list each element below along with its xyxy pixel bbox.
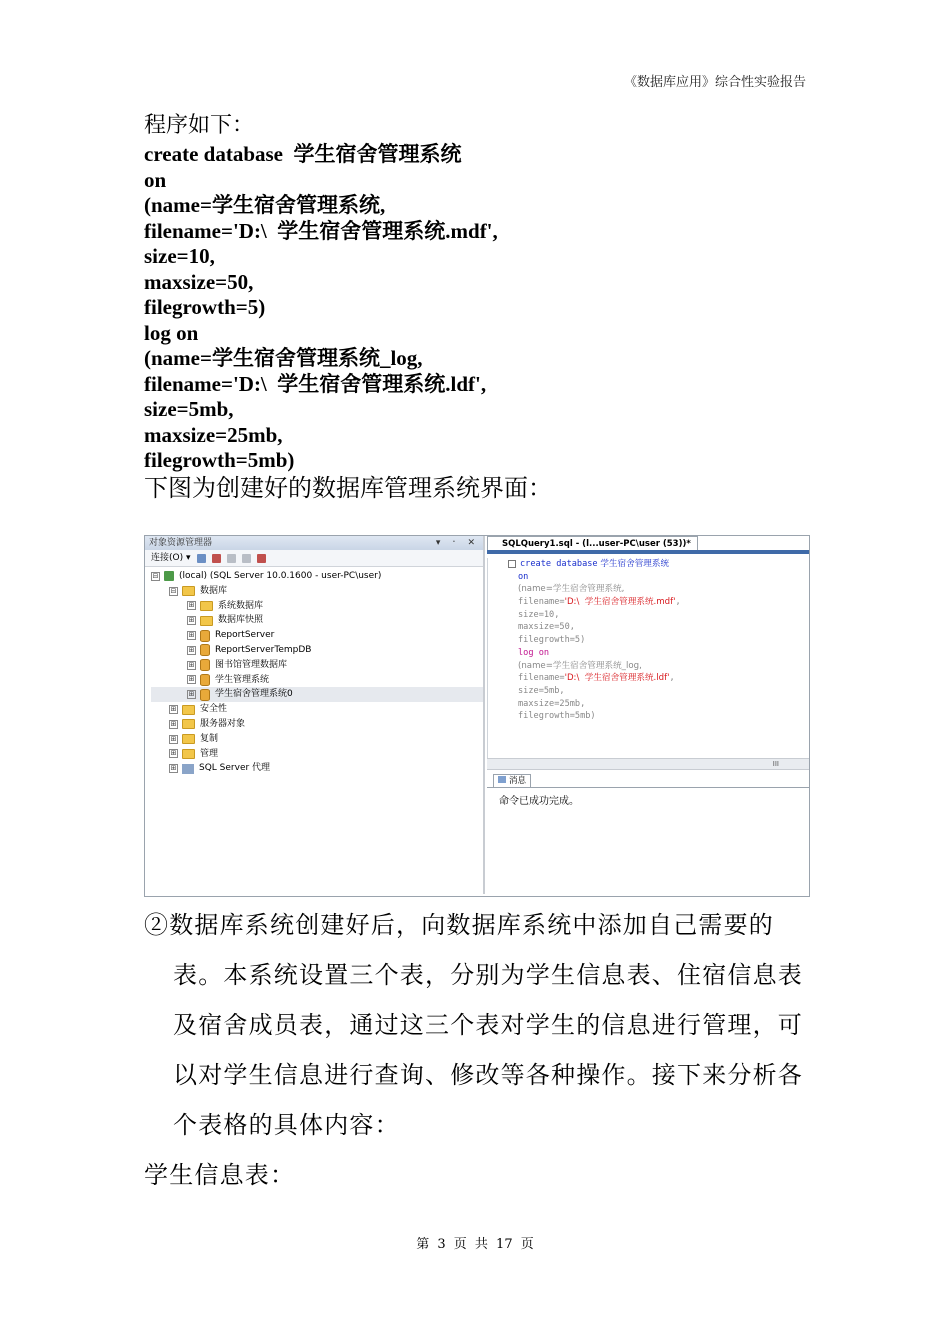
body-paragraph	[144, 900, 810, 1200]
query-window	[487, 536, 809, 894]
query-tab[interactable]: SQLQuery1.sql - (l...user-PC\user (53))*	[487, 536, 698, 551]
code-line: filename='D:\ 学生宿舍管理系统.mdf',	[144, 218, 498, 243]
tree-node-label: 学生管理系统	[215, 674, 270, 685]
expand-icon[interactable]: ⊞	[170, 719, 177, 728]
tree-node[interactable]	[151, 747, 483, 762]
expand-icon[interactable]: ⊞	[170, 705, 177, 714]
folder-icon	[182, 705, 195, 715]
expand-icon[interactable]: ⊞	[188, 660, 195, 669]
code-line: filegrowth=5)	[144, 295, 266, 319]
paragraph-line: 个表格的具体内容：	[173, 1111, 400, 1139]
folder-icon	[182, 719, 195, 729]
explorer-controls[interactable]: ▾ ᛫ ✕	[435, 538, 479, 548]
tree-node[interactable]	[151, 613, 483, 628]
expand-icon[interactable]: ⊞	[188, 616, 195, 625]
editor-line: (name=学生宿舍管理系统,	[518, 584, 625, 595]
expand-icon[interactable]: ⊞	[188, 601, 195, 610]
folder-icon	[182, 586, 195, 596]
editor-line: (name=学生宿舍管理系统_log,	[518, 660, 642, 671]
refresh-icon[interactable]	[257, 554, 266, 563]
editor-line: maxsize=25mb,	[518, 698, 586, 709]
tree-node-label: 管理	[200, 748, 219, 759]
expand-icon[interactable]: ⊞	[188, 675, 195, 684]
editor-line: size=10,	[518, 609, 560, 620]
tree-node-label: 数据库快照	[218, 615, 264, 626]
explorer-toolbar	[145, 550, 483, 567]
editor-line: filegrowth=5)	[518, 635, 586, 646]
tree-node[interactable]	[151, 702, 483, 717]
server-icon	[164, 571, 174, 581]
sql-string: 'D:\ 学生宿舍管理系统.mdf'	[564, 597, 676, 608]
tree-node-label: 安全性	[200, 704, 228, 715]
collapse-icon[interactable]: ⊟	[152, 571, 159, 580]
code-line: log on	[144, 320, 199, 345]
collapse-icon[interactable]: ⊟	[170, 586, 177, 595]
database-icon	[200, 630, 210, 642]
sql-text: filename=	[518, 597, 565, 608]
tree-node-label: 数据库	[200, 585, 228, 596]
database-icon	[200, 644, 210, 656]
code-section	[144, 112, 810, 504]
tree-node[interactable]	[151, 717, 483, 732]
paragraph-line: 及宿舍成员表，通过这三个表对学生的信息进行管理，可	[173, 1011, 803, 1039]
code-line: maxsize=50,	[144, 269, 254, 294]
folder-icon	[200, 601, 213, 611]
tree-node[interactable]	[151, 687, 483, 702]
sql-text: ,	[669, 673, 675, 684]
sql-text: filename=	[518, 673, 565, 684]
object-tree	[145, 567, 483, 776]
code-line: maxsize=25mb,	[144, 422, 283, 447]
tree-node[interactable]	[151, 628, 483, 643]
ssms-screenshot	[144, 535, 810, 897]
tree-node-server[interactable]	[151, 569, 483, 584]
tree-node-label: 图书馆管理数据库	[215, 659, 288, 670]
messages-pane	[487, 787, 809, 894]
editor-line: on	[518, 571, 529, 582]
database-icon	[200, 659, 210, 671]
tree-node-label: ReportServerTempDB	[215, 644, 312, 655]
explorer-title-bar	[145, 536, 483, 550]
connect-icon[interactable]	[197, 554, 206, 563]
code-line: create database 学生宿舍管理系统	[144, 142, 462, 166]
folder-icon	[200, 616, 213, 626]
expand-icon[interactable]: ⊞	[170, 764, 177, 773]
agent-icon	[182, 764, 194, 774]
query-editor[interactable]	[487, 558, 809, 758]
folder-icon	[182, 749, 195, 759]
sql-string: 'D:\ 学生宿舍管理系统.ldf'	[564, 673, 670, 684]
editor-line: maxsize=50,	[518, 622, 575, 633]
database-icon	[200, 674, 210, 686]
code-line: filename='D:\ 学生宿舍管理系统.ldf',	[144, 371, 487, 396]
code-line: size=10,	[144, 244, 215, 268]
messages-tab-label: 消息	[509, 776, 527, 786]
page-header: 《数据库应用》综合性实验报告	[623, 75, 806, 90]
scroll-thumb-grip[interactable]: III	[772, 760, 779, 768]
program-intro: 程序如下：	[144, 113, 255, 138]
tree-node-label: ReportServer	[215, 630, 275, 641]
tree-node-databases[interactable]	[151, 584, 483, 599]
editor-line: filegrowth=5mb)	[518, 711, 596, 722]
database-icon	[200, 689, 210, 701]
horizontal-scrollbar[interactable]	[487, 758, 809, 770]
tab-strip	[487, 550, 809, 554]
editor-line: size=5mb,	[518, 685, 565, 696]
connect-button[interactable]: 连接(O) ▾	[151, 553, 191, 563]
sql-identifier: 学生宿舍管理系统	[597, 559, 670, 569]
tree-node[interactable]	[151, 599, 483, 614]
message-icon	[498, 776, 506, 783]
tree-node[interactable]	[151, 761, 483, 776]
tree-node-label: 服务器对象	[200, 718, 246, 729]
object-explorer	[145, 536, 485, 894]
expand-icon[interactable]: ⊞	[188, 690, 195, 699]
code-line: on	[144, 167, 167, 192]
filter-icon[interactable]	[242, 554, 251, 563]
sql-keyword: create database	[520, 559, 598, 569]
tree-node[interactable]	[151, 673, 483, 688]
expand-icon[interactable]: ⊞	[170, 749, 177, 758]
tree-node-label: SQL Server 代理	[199, 763, 271, 774]
tree-node-label: 复制	[200, 733, 219, 744]
folder-icon	[182, 734, 195, 744]
paragraph-line: 以对学生信息进行查询、修改等各种操作。接下来分析各	[173, 1061, 803, 1089]
tree-node-label: 系统数据库	[218, 600, 264, 611]
page-footer: 第 3 页 共 17 页	[416, 1237, 534, 1252]
editor-line	[488, 672, 809, 685]
expand-icon[interactable]: ⊞	[188, 631, 195, 640]
code-line: (name=学生宿舍管理系统_log,	[144, 346, 423, 370]
message-text: 命令已成功完成。	[499, 796, 579, 807]
editor-line	[488, 558, 809, 571]
figure-caption: 下图为创建好的数据库管理系统界面：	[144, 473, 552, 502]
tree-node[interactable]	[151, 643, 483, 658]
code-line: (name=学生宿舍管理系统,	[144, 193, 386, 217]
sql-text: ,	[675, 597, 681, 608]
paragraph-line: 表。本系统设置三个表，分别为学生信息表、住宿信息表	[173, 961, 803, 989]
tree-node-label: 学生宿舍管理系统0	[215, 689, 293, 700]
messages-tab[interactable]	[493, 774, 531, 787]
tree-node-label: (local) (SQL Server 10.0.1600 - user-PC\user)	[179, 571, 382, 581]
disconnect-icon[interactable]	[212, 554, 221, 563]
section-heading: 学生信息表：	[144, 1161, 296, 1189]
paragraph-line: ②数据库系统创建好后，向数据库系统中添加自己需要的	[144, 911, 774, 939]
explorer-title: 对象资源管理器	[149, 538, 213, 548]
code-line: filegrowth=5mb)	[144, 448, 295, 472]
tree-node[interactable]	[151, 732, 483, 747]
editor-line: log on	[518, 647, 550, 658]
collapse-icon[interactable]	[508, 560, 516, 568]
expand-icon[interactable]: ⊞	[188, 645, 195, 654]
editor-line	[488, 596, 809, 609]
tree-node[interactable]	[151, 658, 483, 673]
expand-icon[interactable]: ⊞	[170, 734, 177, 743]
code-line: size=5mb,	[144, 397, 234, 421]
stop-icon[interactable]	[227, 554, 236, 563]
